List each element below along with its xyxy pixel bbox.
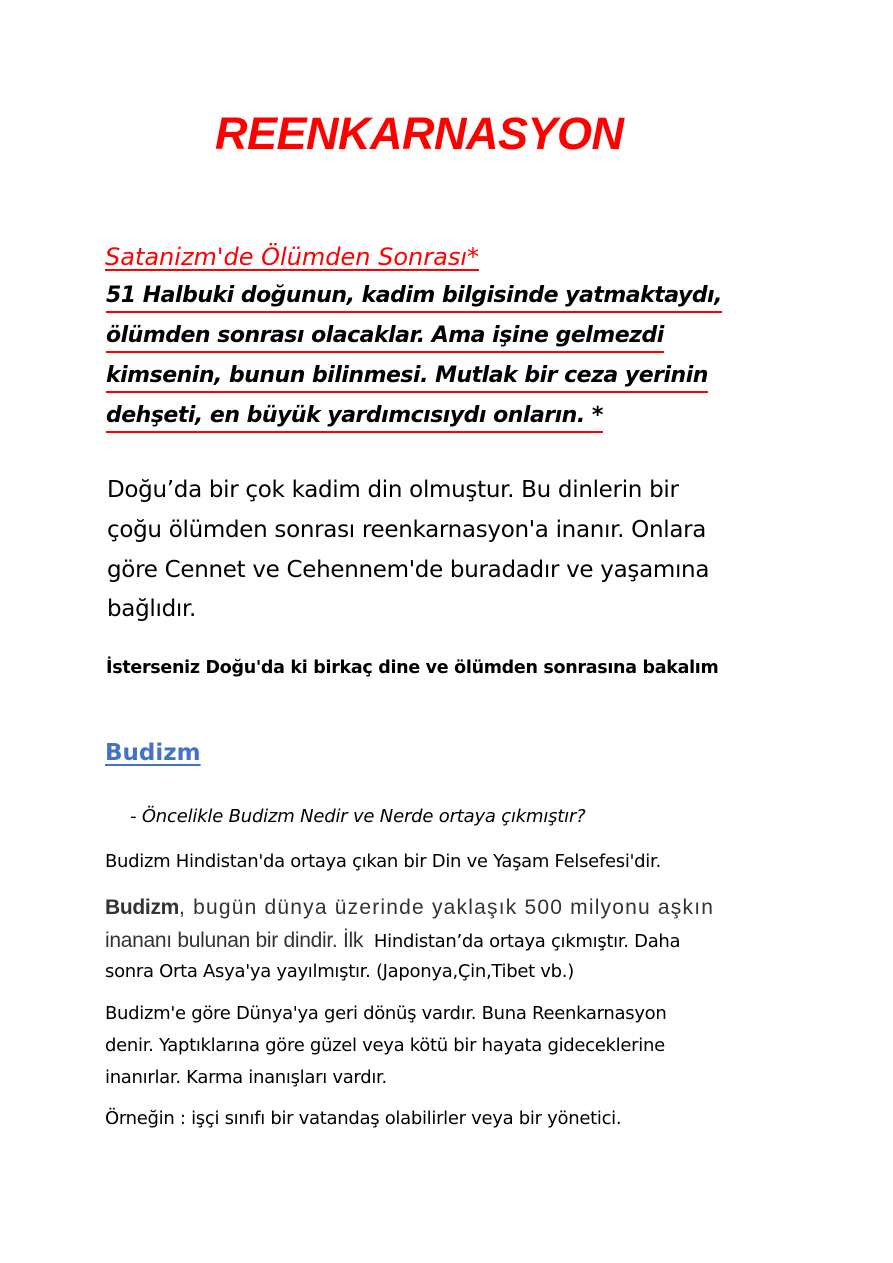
budizm-question: - Öncelikle Budizm Nedir ve Nerde ortaya çıkmıştır? [130, 806, 586, 827]
budizm-heading: Budizm [105, 740, 201, 766]
quote-line: kimsenin, bunun bilinmesi. Mutlak bir ceza yerinin [106, 363, 708, 388]
quote-line: 51 Halbuki doğunun, kadim bilgisinde yatmaktaydı, [106, 283, 722, 308]
quote-line: dehşeti, en büyük yardımcısıydı onların. * [106, 403, 603, 428]
budizm-p2-line2: inananı bulunan bir dindir. İlk Hindistan’da ortaya çıkmıştır. Daha [105, 929, 681, 952]
intro-line: çoğu ölümden sonrası reenkarnasyon'a inanır. Onlara [107, 517, 707, 543]
quote-heading: Satanizm'de Ölümden Sonrası* [105, 243, 480, 271]
budizm-p3-line: Budizm'e göre Dünya'ya geri dönüş vardır. Buna Reenkarnasyon [105, 1003, 667, 1024]
quote-line: ölümden sonrası olacaklar. Ama işine gelmezdi [106, 323, 664, 348]
invite-line: İsterseniz Doğu'da ki birkaç dine ve ölümden sonrasına bakalım [106, 658, 719, 678]
intro-line: Doğu’da bir çok kadim din olmuştur. Bu dinlerin bir [107, 477, 679, 503]
budizm-bold-term: Budizm [105, 896, 180, 919]
intro-line: bağlıdır. [107, 596, 197, 622]
budizm-p2-line1: Budizm, bugün dünya üzerinde yaklaşık 500 milyonu aşkın [105, 896, 715, 919]
budizm-definition: Budizm Hindistan'da ortaya çıkan bir Din ve Yaşam Felsefesi'dir. [105, 851, 661, 872]
budizm-p3-line: inanırlar. Karma inanışları vardır. [105, 1067, 387, 1088]
budizm-example: Örneğin : işçi sınıfı bir vatandaş olabilirler veya bir yönetici. [105, 1108, 622, 1129]
intro-line: göre Cennet ve Cehennem'de buradadır ve yaşamına [107, 557, 710, 583]
budizm-p2-line3: sonra Orta Asya'ya yayılmıştır. (Japonya,Çin,Tibet vb.) [105, 961, 574, 982]
budizm-p3-line: denir. Yaptıklarına göre güzel veya kötü bir hayata gideceklerine [105, 1035, 665, 1056]
document-title: REENKARNASYON [215, 108, 624, 159]
